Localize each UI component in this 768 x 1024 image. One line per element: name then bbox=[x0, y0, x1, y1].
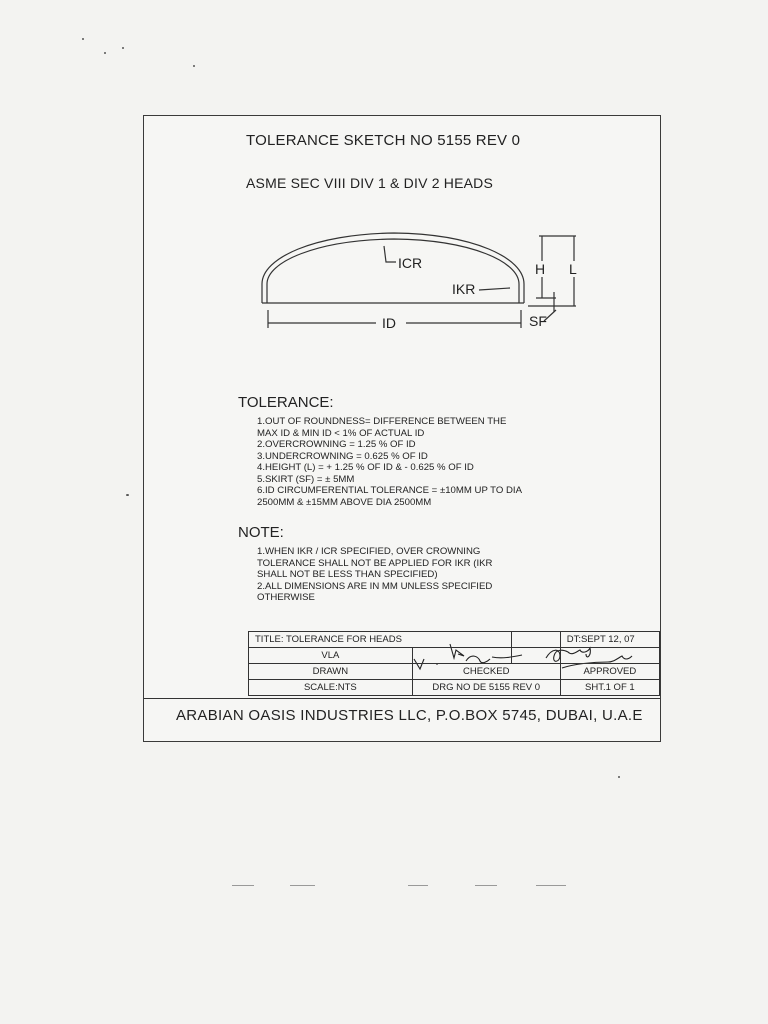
note-item-text: 2.ALL DIMENSIONS ARE IN MM UNLESS SPECIFIED OTHERWISE bbox=[257, 580, 493, 603]
company-address: ARABIAN OASIS INDUSTRIES LLC, P.O.BOX 5745, DUBAI, U.A.E bbox=[176, 707, 643, 724]
h-label: H bbox=[535, 261, 546, 277]
ikr-label: IKR bbox=[452, 281, 476, 297]
sketch-title: TOLERANCE SKETCH NO 5155 REV 0 bbox=[246, 132, 521, 149]
icr-label: ICR bbox=[398, 255, 423, 271]
scan-speck bbox=[104, 52, 106, 54]
list-item bbox=[257, 451, 587, 463]
list-item bbox=[257, 439, 587, 451]
table-row bbox=[249, 664, 660, 680]
sf-label: SF bbox=[529, 313, 547, 329]
scan-speck bbox=[618, 776, 620, 778]
list-item bbox=[257, 474, 587, 486]
head-outer-profile bbox=[262, 233, 524, 303]
scan-speck bbox=[122, 47, 124, 49]
scan-speck bbox=[193, 65, 195, 67]
list-item bbox=[257, 581, 557, 604]
checker-signature-cell bbox=[412, 648, 511, 664]
scale-cell: SCALE:NTS bbox=[249, 680, 413, 696]
blank-cell bbox=[511, 648, 560, 664]
title-cell: TITLE: TOLERANCE FOR HEADS bbox=[249, 632, 512, 648]
list-item bbox=[257, 546, 557, 581]
list-item bbox=[257, 485, 587, 508]
table-row bbox=[249, 680, 660, 696]
note-list bbox=[257, 546, 557, 604]
tolerance-list bbox=[257, 416, 587, 508]
footer-divider bbox=[144, 698, 660, 699]
title-block bbox=[248, 631, 660, 696]
table-row bbox=[249, 648, 660, 664]
ikr-leader bbox=[479, 288, 510, 290]
icr-leader bbox=[384, 246, 396, 262]
drawing-number-cell: DRG NO DE 5155 REV 0 bbox=[412, 680, 560, 696]
id-label: ID bbox=[382, 315, 396, 331]
date-cell: DT:SEPT 12, 07 bbox=[560, 632, 659, 648]
tolerance-item-text: 4.HEIGHT (L) = + 1.25 % OF ID & - 0.625 % OF ID bbox=[257, 462, 474, 473]
scan-mark bbox=[232, 885, 254, 886]
head-inner-profile bbox=[267, 239, 519, 303]
scan-mark bbox=[408, 885, 428, 886]
checked-cell: CHECKED bbox=[412, 664, 560, 680]
tolerance-item-text: 5.SKIRT (SF) = ± 5MM bbox=[257, 473, 355, 485]
scan-mark bbox=[475, 885, 497, 886]
l-label: L bbox=[569, 261, 577, 277]
prepared-by-cell: VLA bbox=[249, 648, 413, 664]
scan-mark bbox=[536, 885, 566, 886]
table-row bbox=[249, 632, 660, 648]
drawing-sheet bbox=[143, 115, 661, 742]
tolerance-item-text: 6.ID CIRCUMFERENTIAL TOLERANCE = ±10MM UP TO DIA 2500MM & ±15MM ABOVE DIA 2500MM bbox=[257, 485, 522, 508]
tolerance-heading: TOLERANCE: bbox=[238, 394, 334, 411]
note-item-text: 1.WHEN IKR / ICR SPECIFIED, OVER CROWNING TOLERANCE SHALL NOT BE APPLIED FOR IKR (IKR SHALL NOT BE LESS THAN SPECIFIED) bbox=[257, 546, 493, 580]
scan-speck bbox=[82, 38, 84, 40]
scan-mark bbox=[290, 885, 315, 886]
scan-speck bbox=[126, 494, 129, 496]
tolerance-item-text: 3.UNDERCROWNING = 0.625 % OF ID bbox=[257, 450, 428, 462]
sheet-number-cell: SHT.1 OF 1 bbox=[560, 680, 659, 696]
approver-signature-cell bbox=[560, 648, 659, 664]
approved-cell: APPROVED bbox=[560, 664, 659, 680]
list-item bbox=[257, 462, 587, 474]
note-heading: NOTE: bbox=[238, 524, 284, 541]
list-item bbox=[257, 416, 587, 439]
tolerance-item-text: 2.OVERCROWNING = 1.25 % OF ID bbox=[257, 439, 416, 450]
tolerance-item-text: 1.OUT OF ROUNDNESS= DIFFERENCE BETWEEN THE MAX ID & MIN ID < 1% OF ACTUAL ID bbox=[257, 416, 507, 439]
blank-cell bbox=[511, 632, 560, 648]
drawn-cell: DRAWN bbox=[249, 664, 413, 680]
sketch-subtitle: ASME SEC VIII DIV 1 & DIV 2 HEADS bbox=[246, 175, 494, 191]
